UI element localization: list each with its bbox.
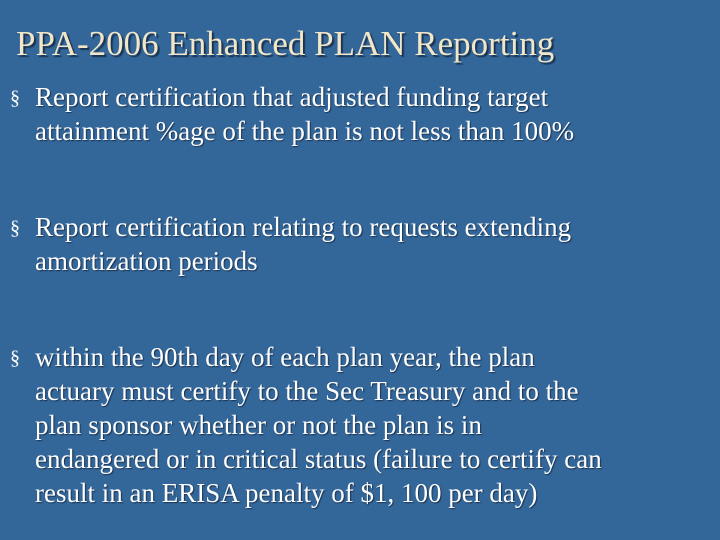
bullet-line: actuary must certify to the Sec Treasury and to the xyxy=(35,376,579,406)
bullet-marker-icon: § xyxy=(10,347,20,369)
bullet-text xyxy=(35,210,715,278)
bullet-text xyxy=(35,340,715,510)
bullet-marker-icon: § xyxy=(10,87,20,109)
bullet-line: attainment %age of the plan is not less than 100% xyxy=(35,116,575,146)
bullet-line: amortization periods xyxy=(35,246,258,276)
bullet-line: within the 90th day of each plan year, the plan xyxy=(35,342,535,372)
bullet-line: result in an ERISA penalty of $1, 100 per day) xyxy=(35,478,538,508)
bullet-marker-icon: § xyxy=(10,217,20,239)
bullet-line: endangered or in critical status (failure to certify can xyxy=(35,444,602,474)
slide-title: PPA-2006 Enhanced PLAN Reporting xyxy=(16,24,555,63)
bullet-text xyxy=(35,80,715,148)
bullet-line: Report certification that adjusted funding target xyxy=(35,82,549,112)
bullet-line: plan sponsor whether or not the plan is in xyxy=(35,410,482,440)
bullet-line: Report certification relating to requests extending xyxy=(35,212,572,242)
